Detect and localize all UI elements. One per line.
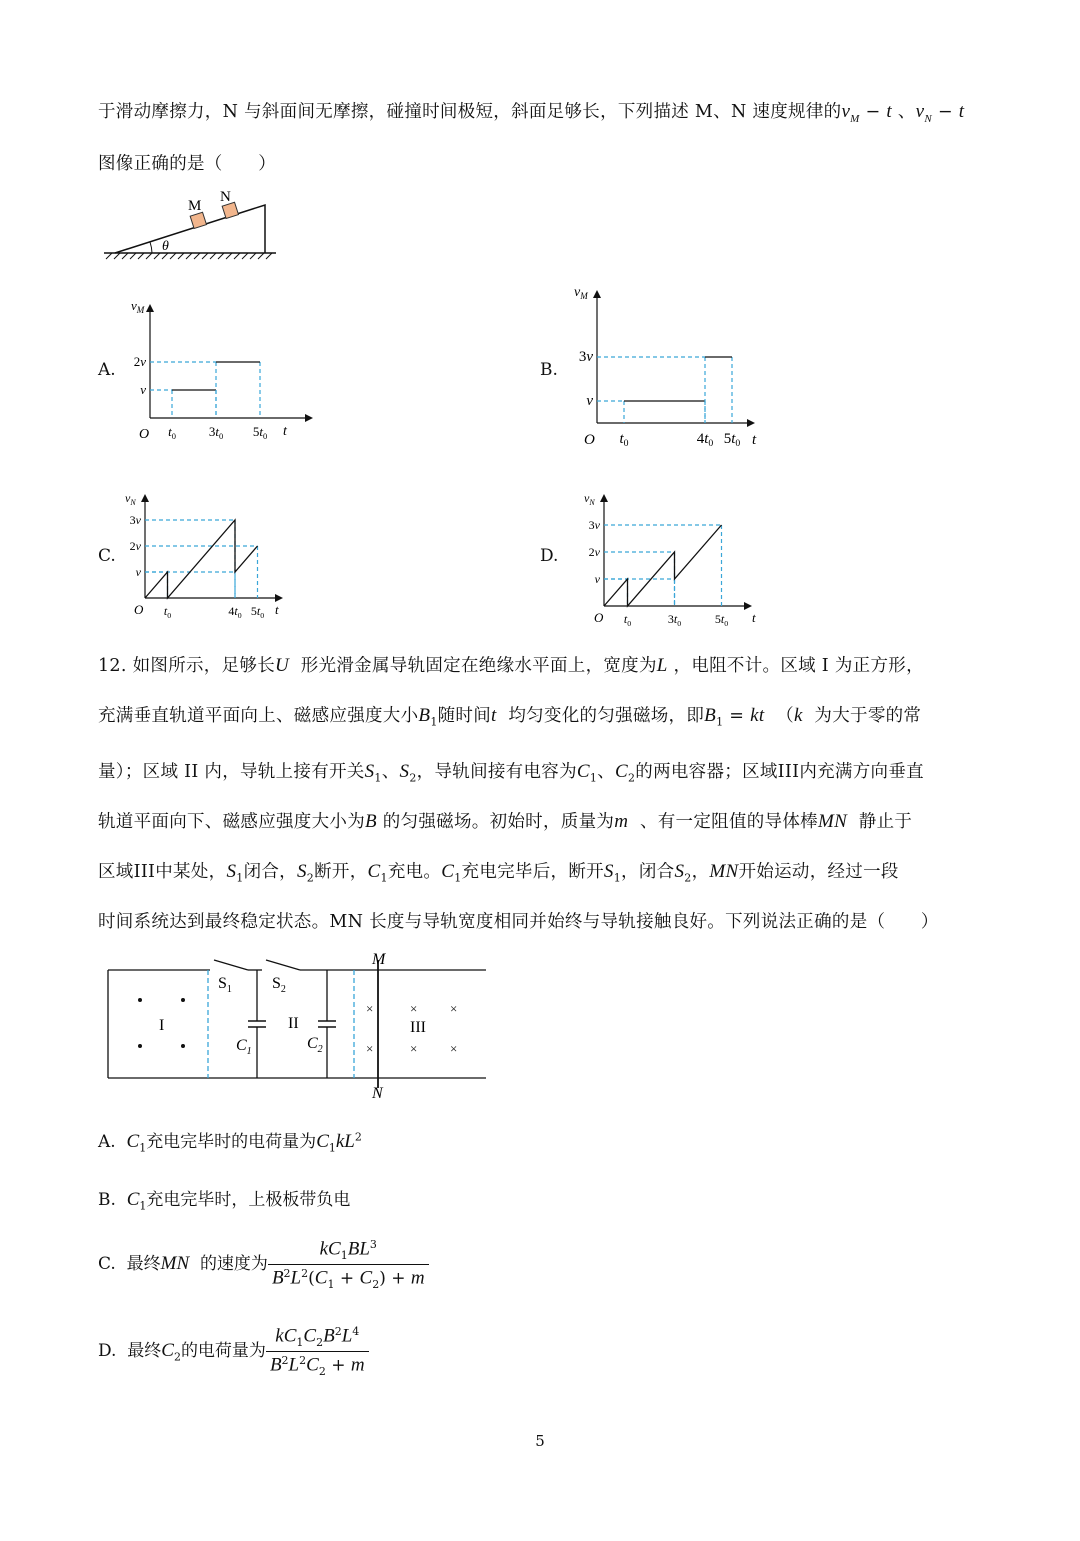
chart-d [582,488,772,628]
chart-c [125,488,315,628]
q12-line-4: 轨道平面向下、磁感应强度大小为B 的匀强磁场。初始时，质量为m 、有一定阻值的导体棒MN 静止于 [98,811,913,832]
svg-text:×: × [366,1001,374,1016]
label-region-iii: III [410,1019,426,1036]
label-c1: $C_1$ [236,1037,252,1057]
chart-d-origin: O [594,610,604,625]
page-number: 5 [535,1432,545,1450]
chart-c-xlabel: t [275,602,279,617]
svg-text:×: × [450,1001,458,1016]
option-a-label: A. [98,360,116,380]
q11-line-2: 图像正确的是（ ） [98,154,276,174]
q12-line-6: 时间系统达到最终稳定状态。MN 长度与导轨宽度相同并始终与导轨接触良好。下列说法正确的是（ ） [98,912,939,932]
chart-c-xtick-1: $4t_0$ [228,604,242,620]
chart-b-xtick-0: $t_0$ [619,431,629,449]
label-c2: $C_2$ [307,1035,323,1055]
chart-c-ytick-0: v [135,565,141,579]
chart-c-ylabel: $v_N$ [125,491,136,507]
q11-line-1: 于滑动摩擦力，N 与斜面间无摩擦，碰撞时间极短，斜面足够长，下列描述 M、N 速度规律的$v_M - t$ 、$v_N - t$ [98,101,965,125]
label-s2: $S_2$ [272,975,286,995]
chart-c-origin: O [134,602,144,617]
label-m: M [372,951,386,968]
block-n-label: N [220,189,231,205]
chart-c-series-line [145,520,258,598]
chart-d-series-line [604,525,722,606]
svg-text:×: × [450,1041,458,1056]
chart-d-xtick-2: $5t_0$ [714,612,729,628]
chart-d-xtick-0: $t_0$ [623,612,632,628]
chart-b-xlabel: t [752,432,757,448]
svg-text:×: × [366,1041,374,1056]
incline-figure [100,185,280,265]
label-s1: $S_1$ [218,975,232,995]
circuit-figure [100,948,500,1102]
chart-c-xtick-0: $t_0$ [163,604,172,620]
chart-b-xtick-2: $5t_0$ [723,431,741,449]
option-b-label: B. [540,360,558,380]
q12-line-5: 区域III中某处，$S_1$闭合，$S_2$断开，$C_1$充电。$C_1$充电完毕后，断开$S_1$，闭合$S_2$，MN开始运动，经过一段 [98,861,899,885]
chart-b-xtick-1: $4t_0$ [696,431,714,449]
chart-a-xlabel: t [283,424,287,439]
chart-c-ytick-1: 2v [129,539,141,553]
chart-d-xlabel: t [752,610,756,625]
q12-option-b: B. $C_1$充电完毕时，上极板带负电 [98,1189,351,1213]
chart-a-ylabel: $v_M$ [131,298,145,315]
q12-option-a: A. $C_1$充电完毕时的电荷量为$C_1kL^2$ [98,1130,362,1155]
label-n: N [372,1085,383,1102]
chart-b-ytick-1: 3v [578,349,593,365]
chart-b-ylabel: $v_M$ [574,285,588,301]
chart-a [125,290,315,450]
chart-b [572,280,772,450]
fraction-c: $\frac{kC_1BL^3}{B^2L^2(C_1 + C_2) + m}$ [268,1238,429,1291]
chart-b-ytick-0: v [586,393,593,409]
switch-s2 [266,960,300,970]
chart-a-xtick-0: $t_0$ [168,424,176,441]
chart-d-ylabel: $v_N$ [584,491,595,507]
svg-text:×: × [410,1001,418,1016]
switch-s1 [214,960,248,970]
label-region-i: I [159,1017,165,1034]
chart-a-ytick-1: 2v [133,354,146,369]
chart-c-xtick-2: $5t_0$ [250,604,265,620]
chart-a-ytick-0: v [140,382,146,397]
chart-d-ytick-2: 3v [588,518,600,532]
q12-line-2: 充满垂直轨道平面向上、磁感应强度大小$B_1$随时间t 均匀变化的匀强磁场，即$B_1$ = kt （k 为大于零的常 [98,705,922,729]
chart-c-ytick-2: 3v [129,513,141,527]
chart-a-xtick-1: $3t_0$ [208,424,224,441]
chart-b-origin: O [584,432,595,448]
q12-option-d: D. 最终$C_2$的电荷量为 $\frac{kC_1C_2B^2L^4}{B^2L^2C_2 + m}$ [98,1325,369,1378]
fraction-d: $\frac{kC_1C_2B^2L^4}{B^2L^2C_2 + m}$ [266,1325,369,1378]
chart-a-xtick-2: $5t_0$ [252,424,268,441]
option-d-label: D. [540,546,559,566]
q12-option-c: C. 最终MN 的速度为 $\frac{kC_1BL^3}{B^2L^2(C_1 + C_2) + m}$ [98,1238,429,1291]
option-c-label: C. [98,546,116,566]
svg-text:×: × [410,1041,418,1056]
chart-a-origin: O [139,427,150,442]
q12-line-1: 12. 如图所示，足够长U 形光滑金属导轨固定在绝缘水平面上，宽度为L ，电阻不计。区域 I 为正方形， [98,655,924,676]
chart-d-ytick-1: 2v [588,545,600,559]
theta-label: θ [162,239,169,254]
chart-d-xtick-1: $3t_0$ [667,612,682,628]
q12-line-3: 量）；区域 II 内，导轨上接有开关$S_1$、$S_2$，导轨间接有电容为$C_1$、$C_2$的两电容器；区域III内充满方向垂直 [98,761,924,785]
label-region-ii: II [288,1015,299,1032]
chart-d-ytick-0: v [594,572,600,586]
block-m-label: M [188,198,202,214]
